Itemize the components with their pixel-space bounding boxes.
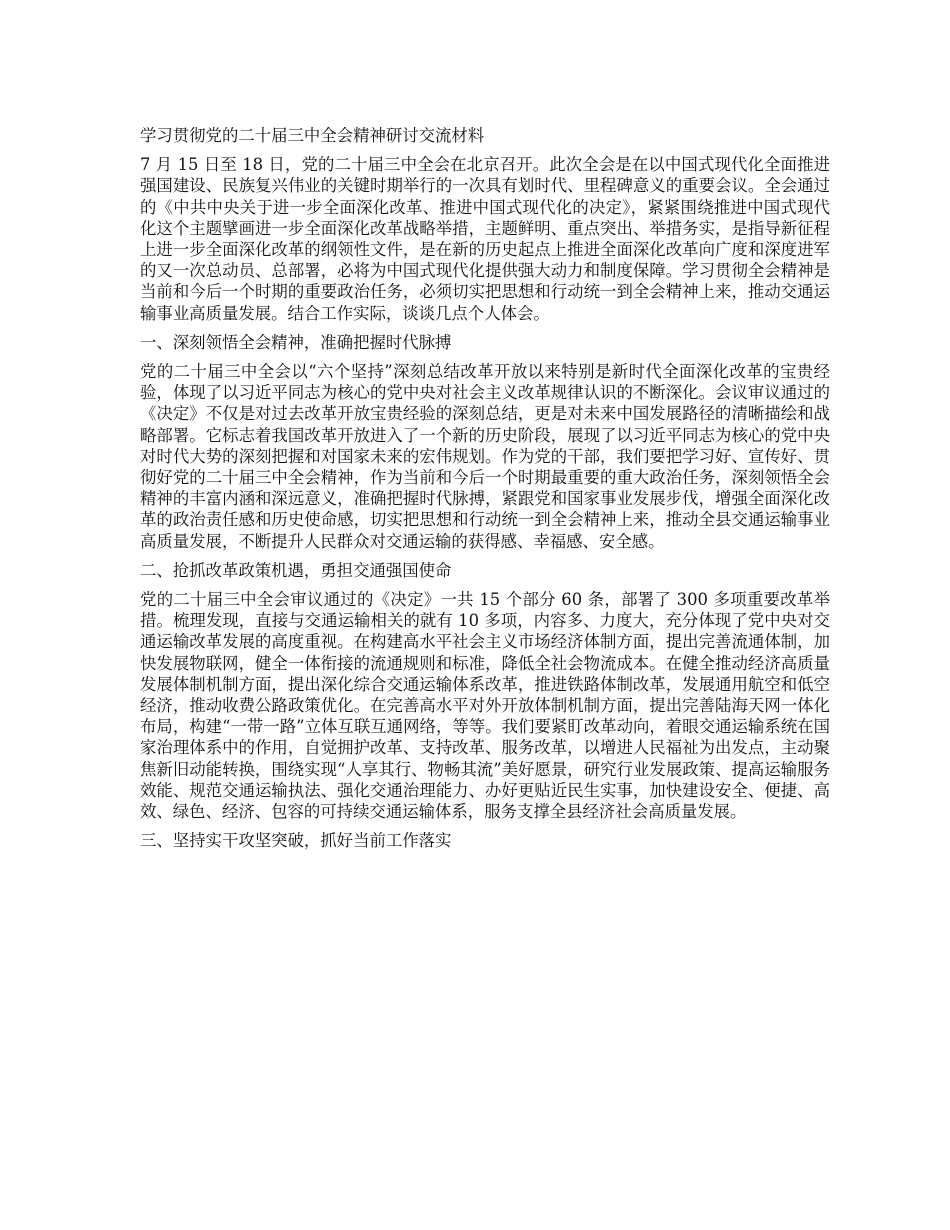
- document-title: 学习贯彻党的二十届三中全会精神研讨交流材料: [140, 126, 485, 145]
- section-heading-3: 三、坚持实干攻坚突破，抓好当前工作落实: [140, 831, 452, 851]
- document-page: [140, 125, 830, 860]
- section-body-2: 党的二十届三中全会审议通过的《决定》一共 15 个部分 60 条，部署了 300 多项重要改革举措。梳理发现，直接与交通运输相关的就有 10 多项，内容多、力度大，充分体现了党中央对交通运输改革发展的高度重视。在构建高水平社会主义市场经济体制方面，提出完善流通体制，加快发展物联网，健全一体衔接的流通规则和标准，降低全社会物流成本。在健全推动经济高质量发展体制机制方面，提出深化综合交通运输体系改革，推进铁路体制改革，发展通用航空和低空经济，推动收费公路政策优化。在完善高水平对外开放体制机制方面，提出完善陆海天网一体化布局，构建“一带一路”立体互联互通网络，等等。我们要紧盯改革动向，着眼交通运输系统在国家治理体系中的作用，自觉拥护改革、支持改革、服务改革，以增进人民福祉为出发点，主动聚焦新旧动能转换，围绕实现“人享其行、物畅其流”美好愿景，研究行业发展政策、提高运输服务效能、规范交通运输执法、强化交通治理能力、办好更贴近民生实事，加快建设安全、便捷、高效、绿色、经济、包容的可持续交通运输体系，服务支撑全县经济社会高质量发展。: [140, 590, 830, 822]
- intro-paragraph: 7 月 15 日至 18 日，党的二十届三中全会在北京召开。此次全会是在以中国式现代化全面推进强国建设、民族复兴伟业的关键时期举行的一次具有划时代、里程碑意义的重要会议。全会通过的《中共中央关于进一步全面深化改革、推进中国式现代化的决定》，紧紧围绕推进中国式现代化这个主题擘画进一步全面深化改革战略举措，主题鲜明、重点突出、举措务实，是指导新征程上进一步全面深化改革的纲领性文件，是在新的历史起点上推进全面深化改革向广度和深度进军的又一次总动员、总部署，必将为中国式现代化提供强大动力和制度保障。学习贯彻全会精神是当前和今后一个时期的重要政治任务，必须切实把思想和行动统一到全会精神上来，推动交通运输事业高质量发展。结合工作实际，谈谈几点个人体会。: [140, 155, 830, 323]
- section-heading-2: 二、抢抓改革政策机遇，勇担交通强国使命: [140, 560, 452, 580]
- section-body-1: 党的二十届三中全会以“六个坚持”深刻总结改革开放以来特别是新时代全面深化改革的宝贵经验，体现了以习近平同志为核心的党中央对社会主义改革规律认识的不断深化。会议审议通过的《决定》不仅是对过去改革开放宝贵经验的深刻总结，更是对未来中国发展路径的清晰描绘和战略部署。它标志着我国改革开放进入了一个新的历史阶段，展现了以习近平同志为核心的党中央对时代大势的深刻把握和对国家未来的宏伟规划。作为党的干部，我们要把学习好、宣传好、贯彻好党的二十届三中全会精神，作为当前和今后一个时期最重要的重大政治任务，深刻领悟全会精神的丰富内涵和深远意义，准确把握时代脉搏，紧跟党和国家事业发展步伐，增强全面深化改革的政治责任感和历史使命感，切实把思想和行动统一到全会精神上来，推动全县交通运输事业高质量发展，不断提升人民群众对交通运输的获得感、幸福感、安全感。: [140, 362, 830, 551]
- section-heading-1: 一、深刻领悟全会精神，准确把握时代脉搏: [140, 332, 452, 352]
